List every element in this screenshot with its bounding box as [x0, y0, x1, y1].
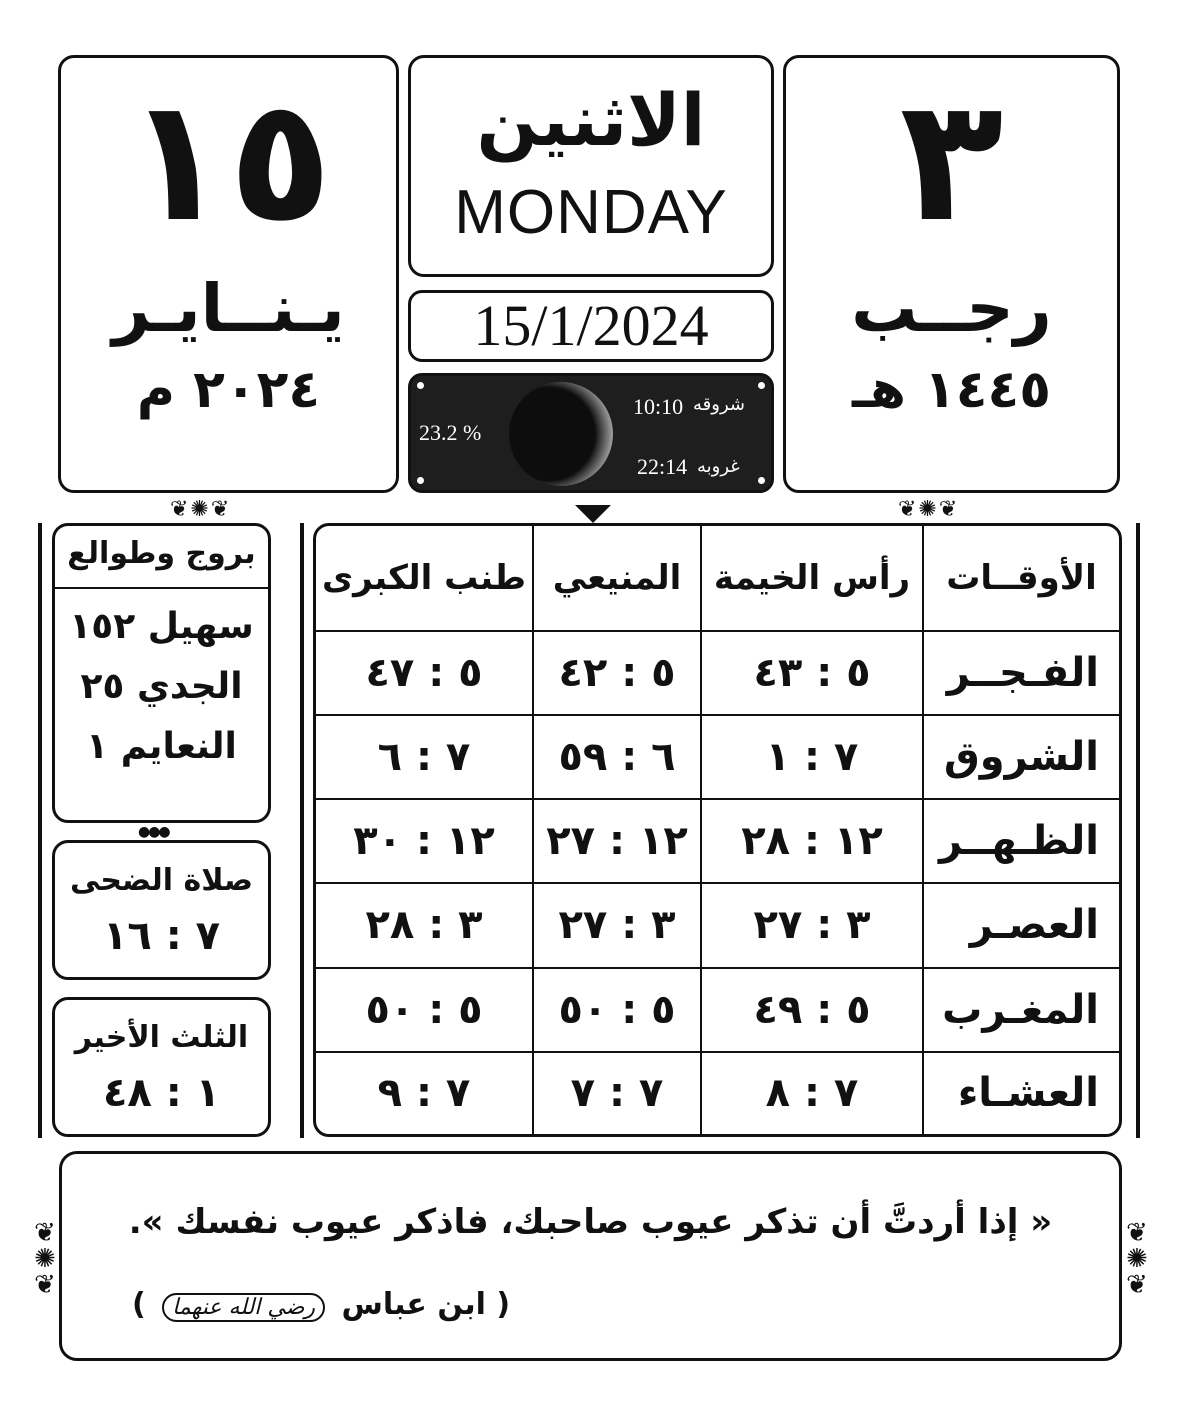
prayer-time: ٧ : ٨: [701, 1052, 923, 1134]
moon-illumination: 23.2 %: [419, 420, 482, 445]
weekday-box: [408, 55, 774, 277]
ornament-icon: ❦ ✺ ❦: [1126, 1218, 1148, 1300]
moonset-time: 22:14: [637, 454, 688, 479]
prayer-time: ٥ : ٤٢: [533, 631, 701, 715]
hijri-day: ٣: [899, 62, 1004, 260]
table-row: [316, 1052, 1119, 1134]
dots-ornament-icon: ●●●: [138, 824, 169, 840]
ornament-icon: ❦ ✺ ❦: [34, 1218, 56, 1300]
side-frame-line: [38, 523, 42, 1138]
table-frame-line: [1136, 523, 1140, 1138]
prayer-name: المغـرب: [923, 968, 1119, 1052]
gregorian-year: ٢٠٢٤ م: [136, 360, 321, 420]
prayer-time: ٥ : ٤٩: [701, 968, 923, 1052]
duha-time: ٧ : ١٦: [102, 913, 221, 959]
prayer-name: العصـر: [923, 883, 1119, 967]
author-paren-open: (: [496, 1287, 511, 1322]
table-row: [316, 631, 1119, 715]
gregorian-date-box: [58, 55, 399, 493]
prayer-time: ٧ : ٩: [316, 1052, 533, 1134]
last-third-box: [52, 997, 271, 1137]
prayer-name: الفـجــر: [923, 631, 1119, 715]
weekday-english: MONDAY: [454, 178, 728, 247]
ornament-icon: ❦✺❦: [898, 497, 960, 522]
gregorian-month: يـنــايـر: [112, 270, 345, 347]
quote-box: [59, 1151, 1122, 1361]
moonrise-time: 10:10: [633, 394, 684, 419]
prayer-time: ٥ : ٥٠: [316, 968, 533, 1052]
moonrise-label: شروقه: [693, 394, 745, 415]
pointer-icon: [575, 505, 611, 523]
prayer-time: ٣ : ٢٨: [316, 883, 533, 967]
prayer-time: ٣ : ٢٧: [533, 883, 701, 967]
weekday-arabic: الاثنين: [476, 78, 706, 162]
moonset-label: غروبه: [697, 456, 740, 477]
stars-line: سهيل ١٥٢: [69, 606, 254, 647]
prayer-times-table: [313, 523, 1122, 1137]
last-third-title: الثلث الأخير: [74, 1020, 249, 1055]
prayer-time: ١٢ : ٢٨: [701, 799, 923, 883]
prayer-time: ٥ : ٤٧: [316, 631, 533, 715]
prayer-time: ٥ : ٤٣: [701, 631, 923, 715]
header-greater-tunb: طنب الكبرى: [316, 526, 533, 631]
table-row: [316, 968, 1119, 1052]
prayer-time: ٧ : ١: [701, 715, 923, 799]
prayer-name: الشروق: [923, 715, 1119, 799]
honorific-seal: رضي الله عنهما: [162, 1293, 325, 1322]
stars-line: الجدي ٢٥: [80, 666, 243, 707]
prayer-time: ٦ : ٥٩: [533, 715, 701, 799]
prayer-name: العشـاء: [923, 1052, 1119, 1134]
header-muneay: المنيعي: [533, 526, 701, 631]
prayer-time: ٥ : ٥٠: [533, 968, 701, 1052]
table-header-row: [316, 526, 1119, 631]
author-paren-close: ): [132, 1287, 146, 1322]
moon-phase-box: [408, 373, 774, 493]
quote-author: [132, 1287, 510, 1322]
table-row: [316, 715, 1119, 799]
author-name: ابن عباس: [341, 1287, 486, 1322]
table-row: [316, 799, 1119, 883]
quote-text: « إذا أردتَّ أن تذكر عيوب صاحبك، فاذكر عيوب نفسك ».: [128, 1202, 1053, 1242]
moon-phase-image: [509, 382, 613, 486]
stars-box: [52, 523, 271, 823]
prayer-time: ٣ : ٢٧: [701, 883, 923, 967]
prayer-time: ٧ : ٦: [316, 715, 533, 799]
prayer-time: ٧ : ٧: [533, 1052, 701, 1134]
prayer-name: الظـهــر: [923, 799, 1119, 883]
stars-line: النعايم ١: [86, 726, 237, 767]
prayer-time: ١٢ : ٣٠: [316, 799, 533, 883]
ornament-icon: ❦✺❦: [170, 497, 232, 522]
full-date: 15/1/2024: [473, 293, 709, 358]
date-box: [408, 290, 774, 362]
duha-title: صلاة الضحى: [69, 863, 253, 898]
duha-box: [52, 840, 271, 980]
table-frame-line: [300, 523, 304, 1138]
hijri-year: ١٤٤٥ هـ: [852, 360, 1051, 420]
last-third-time: ١ : ٤٨: [102, 1070, 221, 1116]
table-row: [316, 883, 1119, 967]
header-ras-al-khaimah: رأس الخيمة: [701, 526, 923, 631]
stars-title: بروج وطوالع: [55, 526, 268, 589]
hijri-month: رجــب: [851, 270, 1052, 347]
prayer-time: ١٢ : ٢٧: [533, 799, 701, 883]
header-times: الأوقــات: [923, 526, 1119, 631]
gregorian-day: ١٥: [124, 62, 333, 260]
hijri-date-box: [783, 55, 1120, 493]
